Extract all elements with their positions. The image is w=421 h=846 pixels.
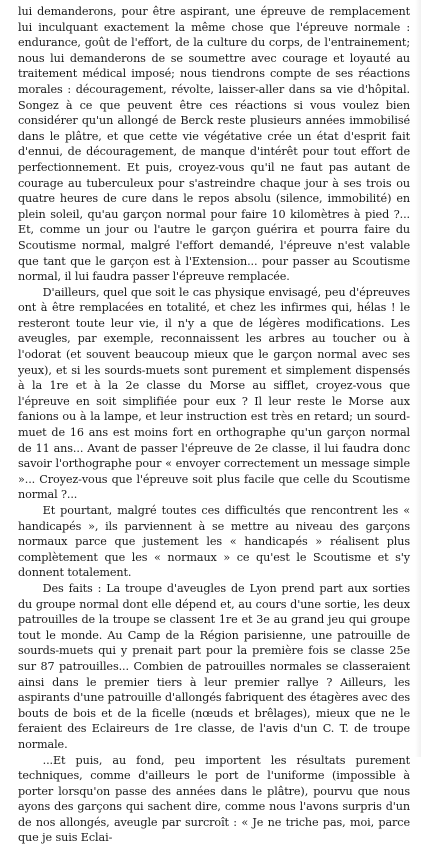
paragraph-4: Des faits : La troupe d'aveugles de Lyon prend part aux sorties du groupe normal dont elle dépend et, au cours d'une sortie, les deux patrouilles de la troupe se classent 1re et 3e au grand jeu qui groupe tout le monde. Au Camp de la Région parisienne, une patrouille de sourds-muets qui y prenait part pour la première fois se classe 25e sur 87 patrouilles... Combien de patrouilles normales se classeraient ainsi dans le premier tiers à leur premier rallye ? Ailleurs, les aspirants d'une patrouille d'allongés fabriquent des étagères avec des bouts de bois et de la ficelle (nœuds et brêlages), mieux que ne le feraient des Eclaireurs de 1re classe, de l'avis d'un C. T. de troupe normale.: [18, 581, 410, 753]
book-page: [18, 4, 410, 752]
paragraph-2: D'ailleurs, quel que soit le cas physique envisagé, peu d'épreuves ont à être remplacées en totalité, et chez les infirmes qui, hélas ! le resteront toute leur vie, il n'y a que de légères modifications. Les aveugles, par exemple, reconnaissent les arbres au toucher ou à l'odorat (et souvent beaucoup mieux que le garçon normal avec ses yeux), et si les sourds-muets sont purement et simplement dispensés à la 1re et à la 2e classe du Morse au sifflet, croyez-vous que l'épreuve en soit simplifiée pour eux ? Il leur reste le Morse aux fanions ou à la lampe, et leur instruction est très en retard; un sourd-muet de 16 ans est moins fort en orthographe qu'un garçon normal de 11 ans... Avant de passer l'épreuve de 2e classe, il lui faudra donc savoir l'orthographe pour « envoyer correctement un message simple »... Croyez-vous que l'épreuve soit plus facile que celle du Scoutisme normal ?...: [18, 285, 410, 503]
page-edge-shadow: [415, 0, 421, 757]
paragraph-1: lui demanderons, pour être aspirant, une épreuve de remplacement lui inculquant exactement la même chose que l'épreuve normale : endurance, goût de l'effort, de la culture du corps, de l'entrainement; nous lui demanderons de se soumettre avec courage et loyauté au traitement médical imposé; nous tiendrons compte de ses réactions morales : découragement, révolte, laisser-aller dans sa vie d'hôpital. Songez à ce que peuvent être ces réactions si vous voulez bien considérer qu'un allongé de Berck reste plusieurs années immobilisé dans le plâtre, et que cette vie végétative crée un état d'esprit fait d'ennui, de découragement, de manque d'intérêt pour tout effort de perfectionnement. Et puis, croyez-vous qu'il ne faut pas autant de courage au tuberculeux pour s'astreindre chaque jour à ses trois ou quatre heures de cure dans le repos absolu (silence, immobilité) en plein soleil, qu'au garçon normal pour faire 10 kilomètres à pied ?... Et, comme un jour ou l'autre le garçon guérira et pourra faire du Scoutisme normal, malgré l'effort demandé, l'épreuve n'est valable que tant que le garçon est à l'Extension... pour passer au Scoutisme normal, il lui faudra passer l'épreuve remplacée.: [18, 4, 410, 285]
paragraph-5: ...Et puis, au fond, peu importent les résultats purement techniques, comme d'ailleurs le port de l'uniforme (impossible à porter lorsqu'on passe des années dans le plâtre), pourvu que nous ayons des garçons qui sachent dire, comme nous l'avons surpris d'un de nos allongés, aveugle par surcroît : « Je ne triche pas, moi, parce que je suis Eclai-: [18, 753, 410, 846]
paragraph-3: Et pourtant, malgré toutes ces difficultés que rencontrent les « handicapés », ils parviennent à se mettre au niveau des garçons normaux parce que justement les « handicapés » réalisent plus complètement que les « normaux » ce qu'est le Scoutisme et s'y donnent totalement.: [18, 503, 410, 581]
